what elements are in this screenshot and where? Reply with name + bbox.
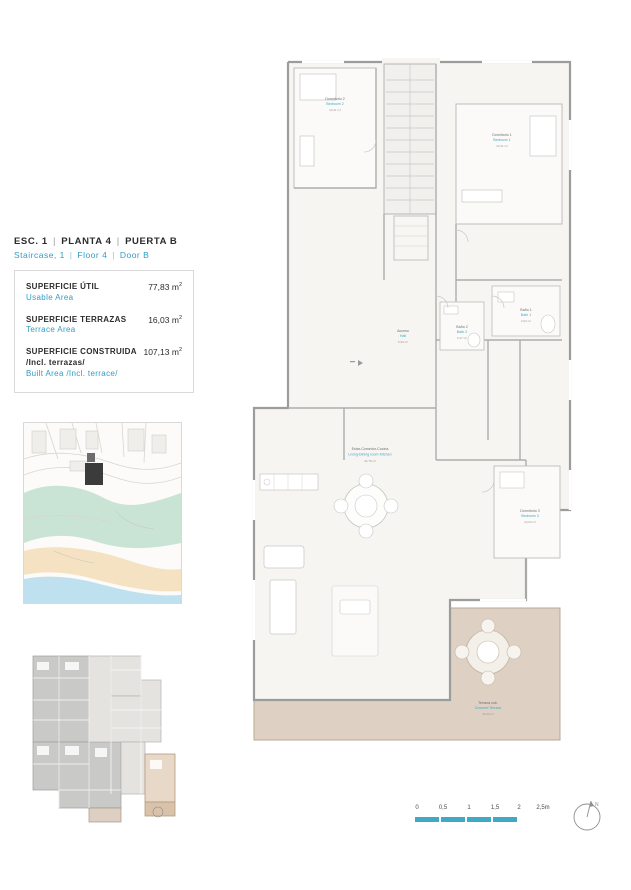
building-key-plan	[23, 650, 180, 830]
area-label-en: Usable Area	[26, 292, 74, 302]
unit-identifier-es	[14, 236, 194, 247]
toilet-icon	[468, 333, 480, 347]
room-area-bedroom1: 13,31 m²	[496, 144, 508, 148]
room-area-bedroom2: 10,41 m²	[329, 108, 341, 112]
area-label-en: Terrace Area	[26, 325, 76, 335]
room-label-en-living: Living-Dining room-Kitchen	[348, 452, 392, 457]
room-label-en-bathroom1: Bath 1	[520, 313, 532, 317]
room-label-es-bathroom2: Baño 2	[456, 325, 468, 329]
divider: |	[112, 250, 115, 260]
area-unit-exponent: 2	[178, 347, 182, 354]
area-number: 77,83	[148, 282, 170, 292]
room-bedroom2	[294, 68, 376, 188]
room-label-es-bedroom1: Dormitorio 1	[492, 133, 512, 137]
divider: |	[116, 236, 120, 247]
kitchen-furniture	[260, 474, 318, 490]
divider: |	[69, 250, 73, 260]
area-unit-exponent: 2	[178, 282, 182, 289]
door-label: Door B	[119, 250, 150, 260]
site-map-graphic	[24, 423, 181, 603]
room-area-terrace: 16,03 m²	[482, 712, 494, 716]
area-row-terrace	[26, 315, 182, 337]
scale-tick-1: 0,5	[438, 805, 448, 811]
room-area-bathroom1: 4,02 m²	[520, 319, 532, 323]
room-label-es-living: Estar-Comedor-Cocina	[351, 447, 389, 451]
site-location-map	[23, 422, 182, 604]
area-number: 16,03	[148, 314, 170, 325]
toilet-icon	[541, 315, 555, 333]
esc-label: ESC.	[14, 236, 39, 247]
wardrobe-icon	[300, 136, 314, 166]
scale-segment	[493, 817, 517, 822]
scale-segment	[467, 817, 491, 822]
area-value	[137, 347, 182, 357]
scale-segment	[415, 817, 439, 822]
area-row-usable	[26, 282, 182, 304]
compass-north-label: N	[595, 802, 599, 808]
apartment-floor-plan	[240, 40, 620, 840]
area-label-es: SUPERFICIE CONSTRUIDA	[26, 347, 137, 357]
area-number: 107,13	[143, 347, 170, 358]
wardrobe-icon	[462, 190, 502, 202]
scale-tick-2: 1	[467, 805, 471, 811]
area-value	[142, 282, 182, 292]
area-label-es: SUPERFICIE TERRAZAS	[26, 314, 127, 324]
area-unit: m	[171, 282, 179, 292]
room-label-es-bedroom2: Dormitorio 2	[325, 97, 345, 101]
area-unit: m	[171, 314, 179, 325]
sink-icon	[498, 292, 514, 302]
scale-tick-0: 0	[415, 805, 419, 811]
room-area-bathroom2: 3,47 m²	[456, 336, 468, 340]
floor-plan-drawing	[240, 40, 620, 840]
area-value	[142, 315, 182, 325]
room-label-en-bathroom2: Bath 2	[456, 330, 468, 334]
room-label-es-terrace: Terraza cub.	[478, 701, 498, 705]
bed-icon	[500, 472, 524, 488]
room-area-living: 33,78 m²	[364, 459, 376, 463]
room-bedroom3	[494, 466, 560, 558]
room-label-es-bathroom1: Baño 1	[520, 308, 532, 312]
room-label-en-bedroom3: Bedroom 3	[521, 514, 539, 518]
key-plan-graphic	[23, 650, 180, 830]
room-bathroom1	[492, 286, 560, 336]
scale-segments	[415, 817, 545, 822]
north-compass	[570, 798, 604, 832]
divider: |	[52, 236, 57, 247]
scale-segment	[441, 817, 465, 822]
room-label-en-hall: Hall	[399, 334, 407, 338]
floor-value: 4	[102, 250, 108, 260]
compass-icon	[570, 798, 604, 832]
scale-tick-labels	[415, 805, 550, 815]
scale-tick-5: 2,5m	[536, 805, 550, 811]
area-summary-table	[14, 270, 194, 393]
area-unit: m	[171, 347, 179, 358]
room-label-en-bedroom2: Bedroom 2	[326, 102, 344, 106]
area-label-es-secondary: /Incl. terrazas/	[26, 357, 85, 367]
room-bedroom1	[456, 104, 562, 224]
area-label-es: SUPERFICIE ÚTIL	[26, 282, 100, 291]
staircase-label: Staircase,	[14, 250, 57, 260]
bed-icon	[530, 116, 556, 156]
sink-icon	[444, 306, 458, 314]
scale-bar	[415, 805, 550, 822]
area-unit-exponent: 2	[178, 314, 182, 321]
room-area-bedroom3: 10,03 m²	[524, 520, 536, 524]
unit-identifier-en	[14, 250, 194, 260]
room-label-en-terrace: Covered Terrace	[474, 706, 502, 710]
planta-label: PLANTA	[61, 236, 103, 247]
room-label-es-hall: Acceso	[397, 329, 409, 333]
scale-tick-3: 1,5	[490, 805, 500, 811]
area-label-en: Built Area /Incl. terrace/	[26, 368, 118, 378]
puerta-label: PUERTA B	[125, 236, 178, 247]
esc-value: 1	[41, 236, 48, 247]
plan-info-panel	[14, 236, 194, 393]
room-label-es-bedroom3: Dormitorio 3	[520, 509, 540, 513]
planta-value: 4	[105, 236, 112, 247]
staircase-value: 1	[59, 250, 65, 260]
room-area-hall: 5,30 m²	[397, 340, 409, 344]
floor-label: Floor	[77, 250, 100, 260]
scale-tick-4: 2	[517, 805, 521, 811]
room-label-en-bedroom1: Bedroom 1	[493, 138, 511, 142]
area-row-built	[26, 347, 182, 379]
room-bathroom2	[440, 302, 484, 350]
